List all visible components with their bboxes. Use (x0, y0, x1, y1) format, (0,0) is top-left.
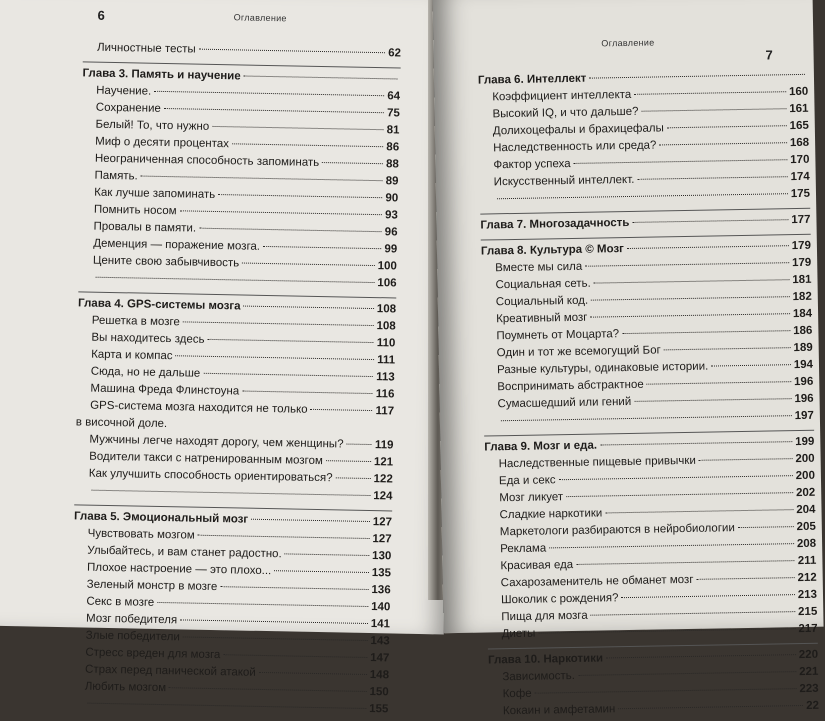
page-ref: 220 (799, 647, 818, 664)
page-ref: 200 (795, 451, 814, 468)
page-ref: 186 (793, 323, 812, 340)
dot-leader (203, 373, 373, 377)
page-ref: 140 (371, 599, 391, 616)
chapter-title: Глава 7. Многозадачность (480, 215, 629, 235)
page-ref: 88 (386, 156, 399, 173)
dot-leader (696, 577, 794, 580)
dot-leader (585, 262, 789, 267)
toc-entry-row[interactable] (83, 39, 401, 62)
entry-title: Память. (80, 167, 138, 185)
page-ref: 160 (789, 84, 808, 101)
page-ref: 62 (388, 45, 401, 62)
chapter-title: Глава 4. GPS-системы мозга (78, 295, 241, 315)
right-page (432, 0, 823, 633)
entry-title: Цените свою забывчивость (79, 252, 240, 272)
entry-title: Искусственный интеллект. (480, 172, 635, 192)
entry-title: Карта и компас (77, 346, 173, 365)
dot-leader (232, 143, 383, 147)
dot-leader (589, 74, 805, 79)
entry-title: в височной доле. (76, 414, 168, 433)
dot-leader (621, 594, 794, 598)
running-head-right: Оглавление (601, 37, 654, 48)
entry-title: Мужчины легче находят дорогу, чем женщины? (75, 431, 343, 453)
dot-leader (605, 509, 793, 513)
page-ref: 223 (799, 681, 818, 698)
entry-title: Долихоцефалы и брахицефалы (479, 120, 664, 140)
page-ref: 204 (796, 502, 815, 519)
page-ref: 168 (790, 135, 809, 152)
chapter-title: Глава 6. Интеллект (478, 71, 587, 90)
dot-leader (642, 108, 787, 112)
page-ref: 122 (373, 471, 393, 488)
dot-leader (627, 245, 789, 249)
entry-title: Миф о десяти процентах (81, 133, 229, 153)
page-ref: 150 (369, 684, 389, 701)
page-ref: 64 (387, 88, 400, 105)
page-ref: 127 (372, 531, 392, 548)
dot-leader (606, 654, 796, 658)
page-ref: 143 (370, 633, 390, 650)
page-number-right: 7 (765, 47, 772, 62)
dot-leader (251, 519, 370, 522)
dot-leader (92, 490, 371, 496)
page-ref: 113 (376, 369, 395, 386)
entry-title: Стресс вреден для мозга (71, 644, 220, 664)
dot-leader (574, 159, 788, 164)
entry-title: Плохое настроение — это плохо... (73, 559, 272, 580)
entry-title: Креативный мозг (482, 310, 588, 329)
entry-title: Секс в мозге (72, 593, 154, 612)
entry-title: Злые победители (72, 627, 180, 646)
chapter-title: Глава 10. Наркотики (488, 650, 603, 669)
page-ref: 90 (385, 190, 398, 207)
dot-leader (180, 210, 382, 215)
toc-left (70, 39, 401, 718)
page-ref: 194 (794, 357, 813, 374)
dot-leader (242, 391, 373, 395)
dot-leader (590, 313, 789, 317)
entry-title: Научение. (82, 82, 151, 100)
dot-leader (285, 553, 369, 556)
chapter-title: Глава 5. Эмоциональный мозг (74, 508, 248, 528)
page-ref: 177 (791, 212, 810, 229)
dot-leader (738, 526, 794, 528)
dot-leader (538, 628, 795, 633)
dot-leader (326, 460, 371, 462)
page-ref: 196 (794, 391, 813, 408)
entry-title: Кофе (489, 686, 532, 704)
page-ref: 161 (789, 101, 808, 118)
page-ref: 189 (793, 340, 812, 357)
page-ref: 181 (792, 272, 811, 289)
dot-leader (600, 441, 792, 445)
dot-leader (322, 162, 383, 164)
entry-title: Чувствовать мозгом (74, 525, 195, 544)
entry-title: Личностные тесты (83, 39, 196, 58)
entry-title: Сюда, но не дальше (77, 363, 201, 382)
entry-title: Улыбайтесь, и вам станет радостно. (73, 542, 282, 563)
page-ref: 179 (792, 255, 811, 272)
page-ref: 108 (377, 301, 397, 318)
entry-title: Кокаин и амфетамин (489, 701, 616, 720)
dot-leader (199, 228, 382, 233)
dot-leader (632, 219, 788, 223)
page-ref: 212 (797, 570, 816, 587)
dot-leader (535, 688, 797, 694)
entry-title: Зеленый монстр в мозге (73, 576, 218, 596)
dot-leader (559, 475, 793, 480)
dot-leader (154, 91, 384, 96)
dot-leader (220, 586, 368, 590)
page-ref: 196 (794, 374, 813, 391)
page-ref: 199 (795, 434, 814, 451)
page-ref: 121 (374, 454, 394, 471)
dot-leader (659, 142, 787, 145)
page-ref: 202 (796, 485, 815, 502)
dot-leader (183, 636, 368, 641)
entry-title: Вы находитесь здесь (77, 329, 204, 348)
dot-leader (664, 347, 791, 350)
entry-title: Зависимость. (488, 668, 575, 687)
page-ref: 106 (377, 275, 397, 292)
dot-leader (347, 444, 372, 445)
dot-leader (336, 477, 371, 479)
chapter-title: Глава 3. Память и научение (82, 65, 241, 85)
entry-title: Мозг ликует (485, 489, 563, 507)
entry-title: Шоколик с рождения? (487, 590, 619, 609)
page-ref: 174 (790, 169, 809, 186)
entry-title: Коэффициент интеллекта (478, 87, 631, 107)
dot-leader (176, 355, 375, 360)
page-ref: 141 (371, 616, 391, 633)
page-ref: 89 (386, 173, 399, 190)
dot-leader (223, 654, 367, 658)
entry-title: Деменция — поражение мозга. (79, 235, 260, 255)
dot-leader (622, 330, 790, 334)
page-ref: 75 (387, 105, 400, 122)
dot-leader (218, 194, 382, 198)
entry-title: Решетка в мозге (78, 312, 180, 331)
page-ref: 179 (792, 238, 811, 255)
entry-title: Любить мозгом (71, 678, 167, 697)
page-ref: 86 (386, 139, 399, 156)
dot-leader (180, 619, 368, 624)
entry-title: Помнить носом (80, 201, 177, 220)
entry-title: Один и тот же всемогущий Бог (483, 342, 661, 362)
page-ref: 22 (806, 698, 819, 715)
page-ref: 111 (377, 352, 395, 369)
entry-title: Красивая еда (486, 557, 573, 576)
page-ref: 213 (798, 587, 817, 604)
dot-leader (141, 176, 383, 182)
entry-title: Сахарозаменитель не обманет мозг (487, 572, 694, 593)
chapter-title: Глава 8. Культура © Мозг (481, 241, 624, 260)
entry-title: Поумнеть от Моцарта? (482, 326, 619, 345)
entry-title: Реклама (486, 540, 546, 558)
dot-leader (711, 364, 791, 366)
page-ref: 127 (373, 514, 393, 531)
page-number-left: 6 (97, 8, 105, 23)
page-ref: 116 (376, 386, 395, 403)
entry-title: Белый! То, что нужно (81, 116, 209, 135)
dot-leader (164, 108, 384, 113)
dot-leader (591, 611, 795, 616)
entry-title: Еда и секс (485, 472, 556, 490)
page-ref: 211 (798, 553, 817, 570)
page-ref: 170 (790, 152, 809, 169)
page-ref: 108 (376, 318, 396, 335)
toc-right (478, 67, 819, 721)
page-ref: 96 (385, 224, 398, 241)
entry-title: Страх перед панической атакой (71, 661, 256, 682)
dot-leader (549, 543, 794, 548)
entry-title: Провалы в памяти. (79, 218, 196, 237)
toc-chapter-row[interactable] (480, 212, 810, 235)
page-ref: 221 (799, 664, 818, 681)
dot-leader (311, 409, 373, 411)
entry-title: Машина Фреда Флинстоуна (76, 380, 239, 400)
dot-leader (634, 91, 786, 95)
entry-title: Воспринимать абстрактное (483, 377, 644, 397)
entry-title: Пища для мозга (487, 608, 588, 627)
dot-leader (594, 279, 790, 283)
page-ref: 217 (798, 621, 817, 638)
dot-leader (244, 306, 374, 310)
page-ref: 135 (372, 565, 392, 582)
dot-leader (274, 570, 369, 573)
page-ref: 117 (375, 403, 394, 420)
entry-title: Как улучшить способность ориентироваться? (75, 465, 333, 487)
dot-leader (647, 381, 791, 385)
dot-leader (637, 176, 787, 180)
entry-title: Наследственность или среда? (479, 137, 657, 157)
dot-leader (576, 560, 795, 565)
entry-title: Социальный код. (482, 293, 589, 312)
dot-leader (501, 415, 792, 421)
entry-title: Разные культуры, одинаковые истории. (483, 359, 709, 380)
dot-leader (242, 263, 375, 267)
page-ref: 165 (789, 118, 808, 135)
dot-leader (591, 296, 790, 300)
entry-title: GPS-система мозга находится не только (76, 397, 308, 418)
dot-leader (87, 703, 366, 709)
page-ref: 130 (372, 548, 392, 565)
page-ref: 182 (792, 289, 811, 306)
entry-title: Фактор успеха (479, 156, 570, 175)
entry-title: Социальная сеть. (481, 276, 590, 295)
entry-title: Сохранение (82, 99, 161, 118)
dot-leader (618, 705, 803, 709)
dot-leader (566, 492, 793, 497)
entry-title: Водители такси с натренированным мозгом (75, 448, 323, 470)
entry-title: Сумасшедший или гений (483, 394, 631, 414)
page-ref: 215 (798, 604, 817, 621)
page-ref: 175 (791, 186, 810, 203)
entry-title: Как лучше запоминать (80, 184, 215, 204)
entry-title: Маркетологи разбираются в нейробиологии (486, 520, 735, 541)
dot-leader (263, 246, 381, 249)
dot-leader (183, 321, 374, 326)
chapter-title: Глава 9. Мозг и еда. (484, 438, 597, 457)
page-ref: 197 (795, 408, 814, 425)
dot-leader (244, 76, 398, 80)
entry-title: Высокий IQ, и что дальше? (478, 104, 638, 124)
page-ref: 184 (793, 306, 812, 323)
entry-title: Неограниченная способность запоминать (81, 150, 320, 172)
page-ref: 200 (796, 468, 815, 485)
entry-title: Вместе мы сила (481, 259, 582, 278)
dot-leader (169, 687, 366, 692)
page-ref: 100 (378, 258, 398, 275)
dot-leader (212, 126, 384, 130)
page-ref: 81 (387, 122, 400, 139)
dot-leader (199, 49, 385, 54)
page-ref: 124 (373, 488, 393, 505)
dot-leader (578, 671, 796, 676)
page-ref: 205 (796, 519, 815, 536)
dot-leader (157, 602, 368, 607)
page-ref: 147 (370, 650, 390, 667)
page-ref: 119 (375, 437, 394, 454)
entry-title: Сладкие наркотики (485, 505, 602, 524)
page-ref: 155 (369, 701, 389, 718)
dot-leader (699, 458, 793, 461)
page-ref: 93 (385, 207, 398, 224)
entry-title: Диеты (488, 626, 536, 644)
running-head-left: Оглавление (234, 12, 287, 23)
dot-leader (259, 672, 367, 675)
entry-title: Мозг победителя (72, 610, 177, 629)
dot-leader (497, 193, 788, 199)
dot-leader (96, 277, 375, 283)
dot-leader (198, 535, 370, 539)
page-ref: 99 (384, 241, 397, 258)
page-ref: 208 (797, 536, 816, 553)
page-ref: 136 (371, 582, 391, 599)
dot-leader (634, 398, 791, 402)
page-ref: 110 (377, 335, 396, 352)
left-page (0, 0, 456, 634)
page-ref: 148 (370, 667, 390, 684)
dot-leader (667, 125, 787, 128)
entry-title: Наследственные пищевые привычки (485, 453, 696, 474)
dot-leader (208, 339, 374, 343)
